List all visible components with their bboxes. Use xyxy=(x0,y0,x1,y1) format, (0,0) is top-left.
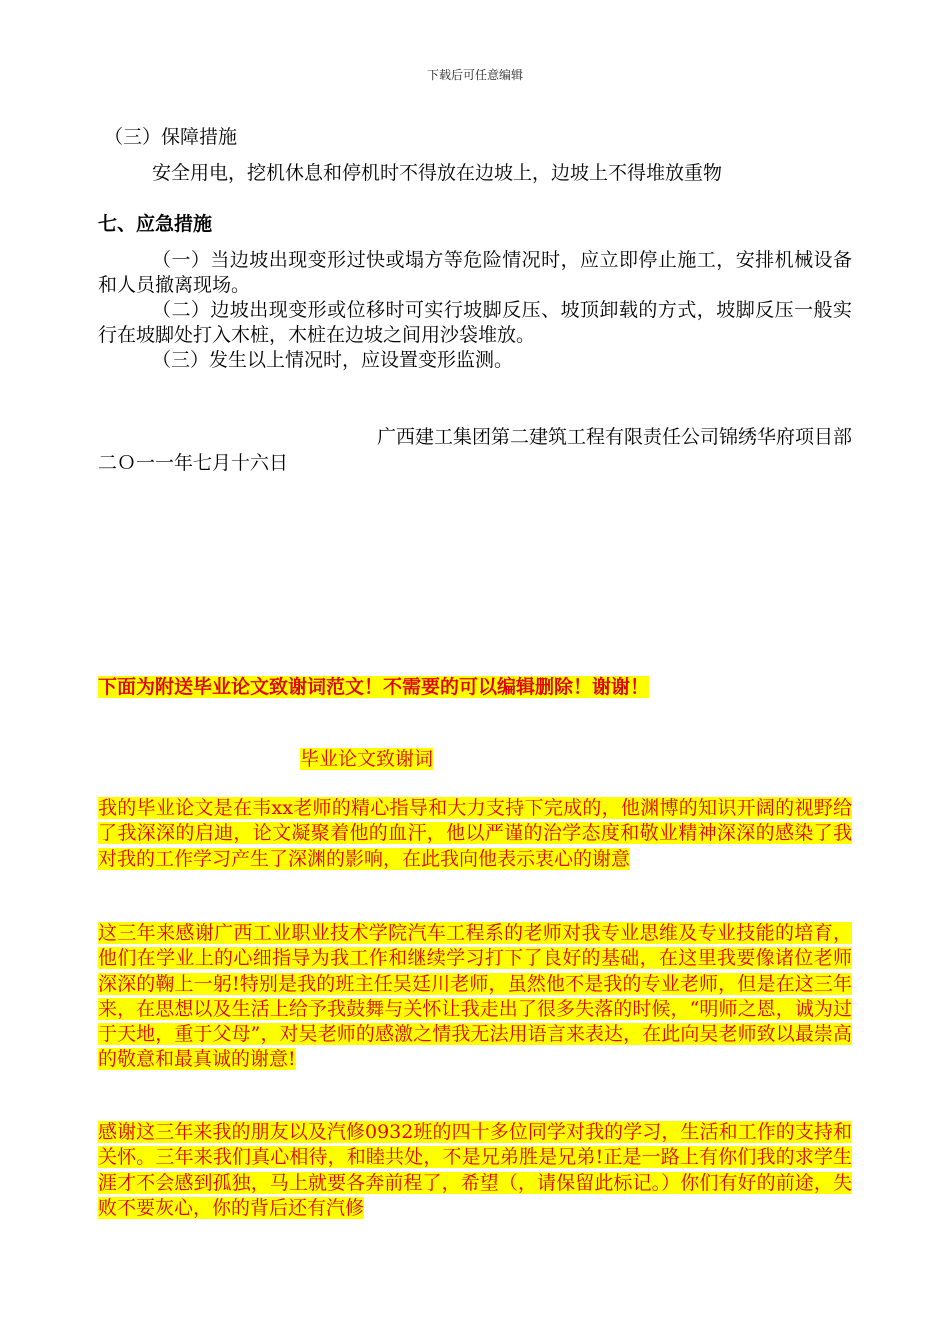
thanks-paragraph-2: 这三年来感谢广西工业职业技术学院汽车工程系的老师对我专业思维及专业技能的培育，他们在学业上的心细指导为我工作和继续学习打下了良好的基础，在这里我要像诸位老师深深的鞠上一躬!特别是我的班主任吴廷川老师，虽然他不是我的专业老师，但是在这三年来，在思想以及生活上给予我鼓舞与关怀让我走出了很多失落的时候，“明师之恩，诚为过于天地，重于父母”，对吴老师的感激之情我无法用语言来表达，在此向吴老师致以最崇高的敬意和最真诚的谢意! xyxy=(98,922,852,1071)
section-3-title: （三）保障措施 xyxy=(104,126,238,148)
thanks-paragraph-3: 感谢这三年来我的朋友以及汽修0932班的四十多位同学对我的学习，生活和工作的支持和关怀。三年来我们真心相待，和睦共处，不是兄弟胜是兄弟!正是一路上有你们我的求学生涯才不会感到孤独，马上就要各奔前程了，希望（，请保留此标记。）你们有好的前途，失败不要灰心，你的背后还有汽修 xyxy=(98,1121,852,1219)
appendix-title-text: 毕业论文致谢词 xyxy=(300,748,434,770)
emergency-item-2: （二）边坡出现变形或位移时可实行坡脚反压、坡顶卸载的方式，坡脚反压一般实行在坡脚处打入木桩，木桩在边坡之间用沙袋堆放。 xyxy=(98,299,852,346)
appendix-notice-text: 下面为附送毕业论文致谢词范文！不需要的可以编辑删除！谢谢！ xyxy=(98,676,650,698)
emergency-item-1: （一）当边坡出现变形过快或塌方等危险情况时，应立即停止施工，安排机械设备和人员撤离现场。 xyxy=(98,249,852,296)
appendix-title xyxy=(300,746,700,772)
signature-org: 广西建工集团第二建筑工程有限责任公司锦绣华府项目部 xyxy=(376,426,852,448)
page-header: 下载后可任意编辑 xyxy=(426,68,523,82)
section-7-title: 七、应急措施 xyxy=(98,213,213,235)
appendix-notice xyxy=(98,674,852,700)
section-3-body: 安全用电，挖机休息和停机时不得放在边坡上，边坡上不得堆放重物 xyxy=(152,162,723,184)
signature-date: 二Ｏ一一年七月十六日 xyxy=(98,452,289,474)
thanks-paragraph-1: 我的毕业论文是在韦xx老师的精心指导和大力支持下完成的，他渊博的知识开阔的视野给了我深深的启迪，论文凝聚着他的血汗，他以严谨的治学态度和敬业精神深深的感染了我对我的工作学习产生了深渊的影响，在此我向他表示衷心的谢意 xyxy=(98,797,852,870)
emergency-item-3: （三）发生以上情况时，应设置变形监测。 xyxy=(152,349,514,371)
